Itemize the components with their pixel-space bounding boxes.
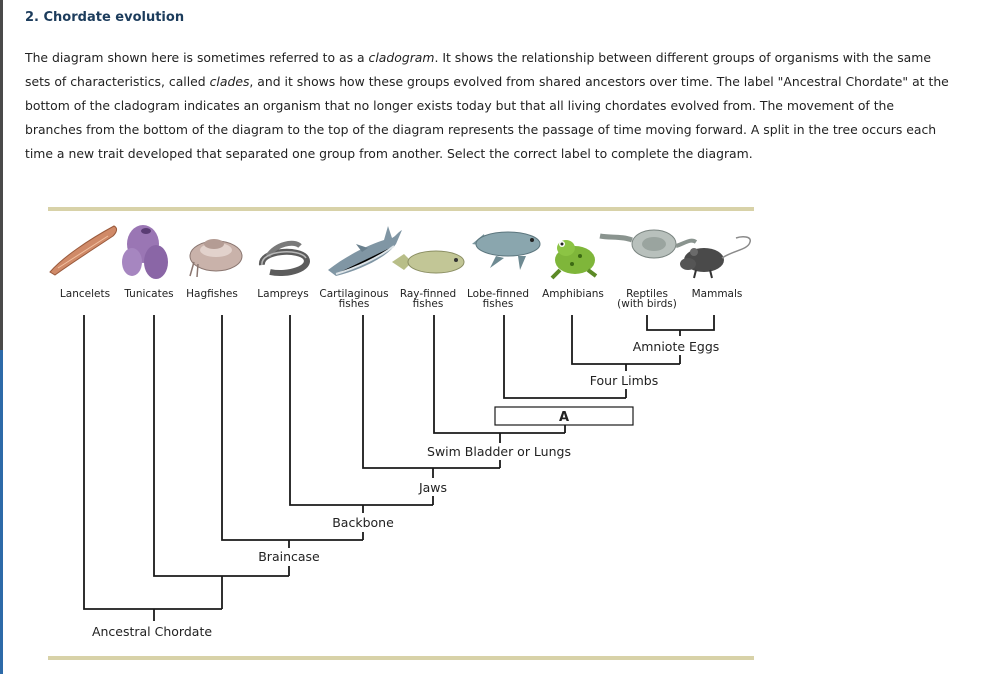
trait-backbone: Backbone: [332, 515, 394, 530]
group-label-ray-finned-fishes-2: fishes: [412, 298, 444, 310]
trait-four-limbs: Four Limbs: [589, 373, 659, 388]
group-label-hagfishes: Hagfishes: [186, 288, 238, 300]
snake-icon: [600, 230, 696, 258]
group-label-lobe-finned-fishes-2: fishes: [482, 298, 514, 310]
top-rule: [48, 207, 754, 211]
question-text-run: . It shows the relationship between different groups of organisms with the same sets of characteristics, called: [25, 50, 931, 89]
bottom-rule: [48, 656, 754, 660]
frog-icon: [552, 240, 596, 278]
rat-icon: [680, 237, 750, 278]
group-label-lampreys: Lampreys: [257, 288, 309, 300]
trait-braincase: Braincase: [258, 549, 320, 564]
group-label-cartilaginous-fishes-1: Cartilaginous: [319, 288, 389, 300]
ray-finned-fish-icon: [392, 251, 464, 273]
group-label-mammals: Mammals: [691, 288, 743, 300]
question-text-run: The diagram shown here is sometimes referred to as a: [25, 50, 369, 65]
lamprey-icon: [262, 243, 307, 273]
tunicate-icon: [122, 225, 168, 279]
ancestral-chordate-label: Ancestral Chordate: [91, 624, 213, 639]
coelacanth-icon: [472, 232, 540, 270]
group-label-amphibians: Amphibians: [542, 288, 604, 300]
cladogram-branches: [84, 315, 714, 621]
trait-jaws: Jaws: [418, 480, 448, 495]
lancelet-icon: [50, 226, 117, 275]
group-label-lobe-finned-fishes-1: Lobe-finned: [466, 288, 530, 300]
group-label-reptiles-2: (with birds): [617, 298, 677, 310]
question-text-run: , and it shows how these groups evolved from shared ancestors over time. The label "Ancestral Chordate" at the bottom of the cladogram indicates an organism that no longer exists today but that all living chordates evolved from. The movement of the branches from the bottom of the diagram to the top of the diagram represents the passage of time moving forward. A split in the tree occurs each time a new trait developed that separated one group from another. Select the correct label to complete the diagram.: [25, 74, 949, 161]
group-label-reptiles-1: Reptiles: [626, 288, 668, 300]
shark-icon: [328, 226, 402, 276]
hagfish-icon: [190, 239, 242, 277]
answer-box-label: A: [558, 410, 570, 425]
group-label-lancelets: Lancelets: [59, 288, 111, 300]
group-label-ray-finned-fishes-1: Ray-finned: [399, 288, 457, 300]
question-text-term: clades: [209, 74, 250, 89]
trait-swim-bladder-or-lungs: Swim Bladder or Lungs: [427, 444, 571, 459]
trait-amniote-eggs: Amniote Eggs: [632, 339, 720, 354]
question-title: 2. Chordate evolution: [25, 10, 185, 25]
group-label-tunicates: Tunicates: [124, 288, 174, 300]
group-label-cartilaginous-fishes-2: fishes: [338, 298, 370, 310]
question-text-term: cladogram: [368, 50, 435, 65]
